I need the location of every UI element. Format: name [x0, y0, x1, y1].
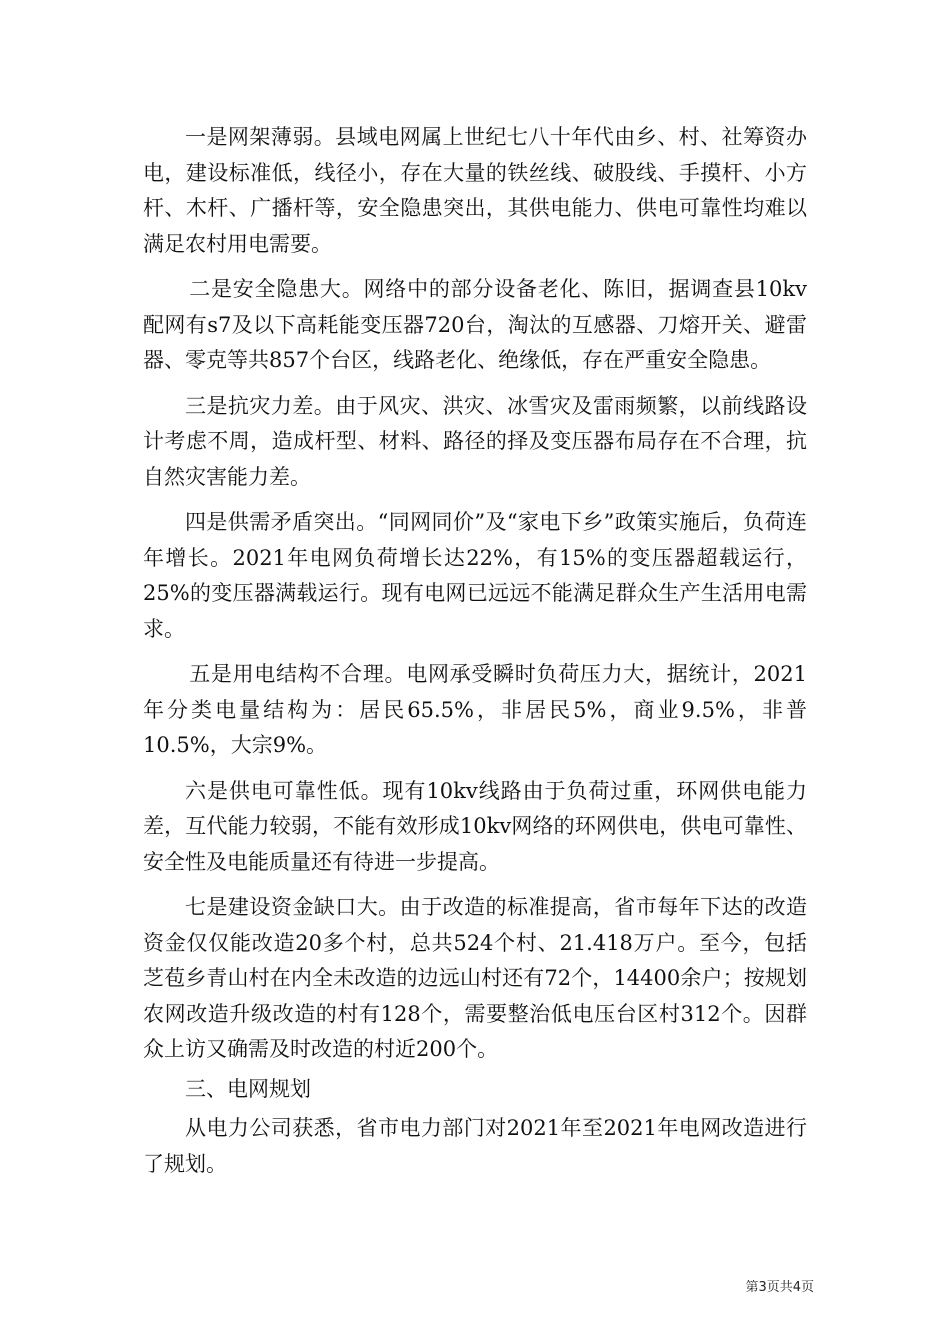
- paragraph-funding-gap: 七是建设资金缺口大。由于改造的标准提高，省市每年下达的改造资金仅仅能改造20多个村，总共524个村、21.418万户。至今，包括芝苞乡青山村在内全未改造的边远山村还有72个，14400余户；按规划农网改造升级改造的村有128个，需要整治低电压台区村312个。因群众上访又确需及时改造的村近200个。: [143, 895, 807, 1061]
- paragraph-supply-demand: 四是供需矛盾突出。“同网同价”及“家电下乡”政策实施后，负荷连年增长。2021年电网负荷增长达22%，有15%的变压器超载运行，25%的变压器满载运行。现有电网已远远不能满足群众生产生活用电需求。: [143, 510, 807, 641]
- paragraph-reliability: 六是供电可靠性低。现有10kv线路由于负荷过重，环网供电能力差，互代能力较弱，不能有效形成10kv网络的环网供电，供电可靠性、安全性及电能质量还有待进一步提高。: [143, 778, 807, 874]
- paragraph-consumption-structure: 五是用电结构不合理。电网承受瞬时负荷压力大，据统计，2021年分类电量结构为：居民65.5%，非居民5%，商业9.5%，非普10.5%，大宗9%。: [143, 662, 807, 757]
- paragraph-planning: 从电力公司获悉，省市电力部门对2021年至2021年电网改造进行了规划。: [143, 1116, 807, 1176]
- paragraph-safety-hazards: 二是安全隐患大。网络中的部分设备老化、陈旧，据调查县10kv配网有s7及以下高耗能变压器720台，淘汰的互感器、刀熔开关、避雷器、零克等共857个台区，线路老化、绝缘低，存在严重安全隐患。: [143, 277, 807, 372]
- section-heading-grid-planning: 三、电网规划: [185, 1076, 311, 1101]
- document-body: [143, 120, 807, 1182]
- paragraph-weak-grid: 一是网架薄弱。县域电网属上世纪七八十年代由乡、村、社筹资办电，建设标准低，线径小，存在大量的铁丝线、破股线、手摸杆、小方杆、木杆、广播杆等，安全隐患突出，其供电能力、供电可靠性均难以满足农村用电需要。: [143, 125, 807, 256]
- page-number: 第3页共4页: [745, 1280, 814, 1295]
- paragraph-disaster-resistance: 三是抗灾力差。由于风灾、洪灾、冰雪灾及雷雨频繁，以前线路设计考虑不周，造成杆型、材料、路径的择及变压器布局存在不合理，抗自然灾害能力差。: [143, 393, 807, 489]
